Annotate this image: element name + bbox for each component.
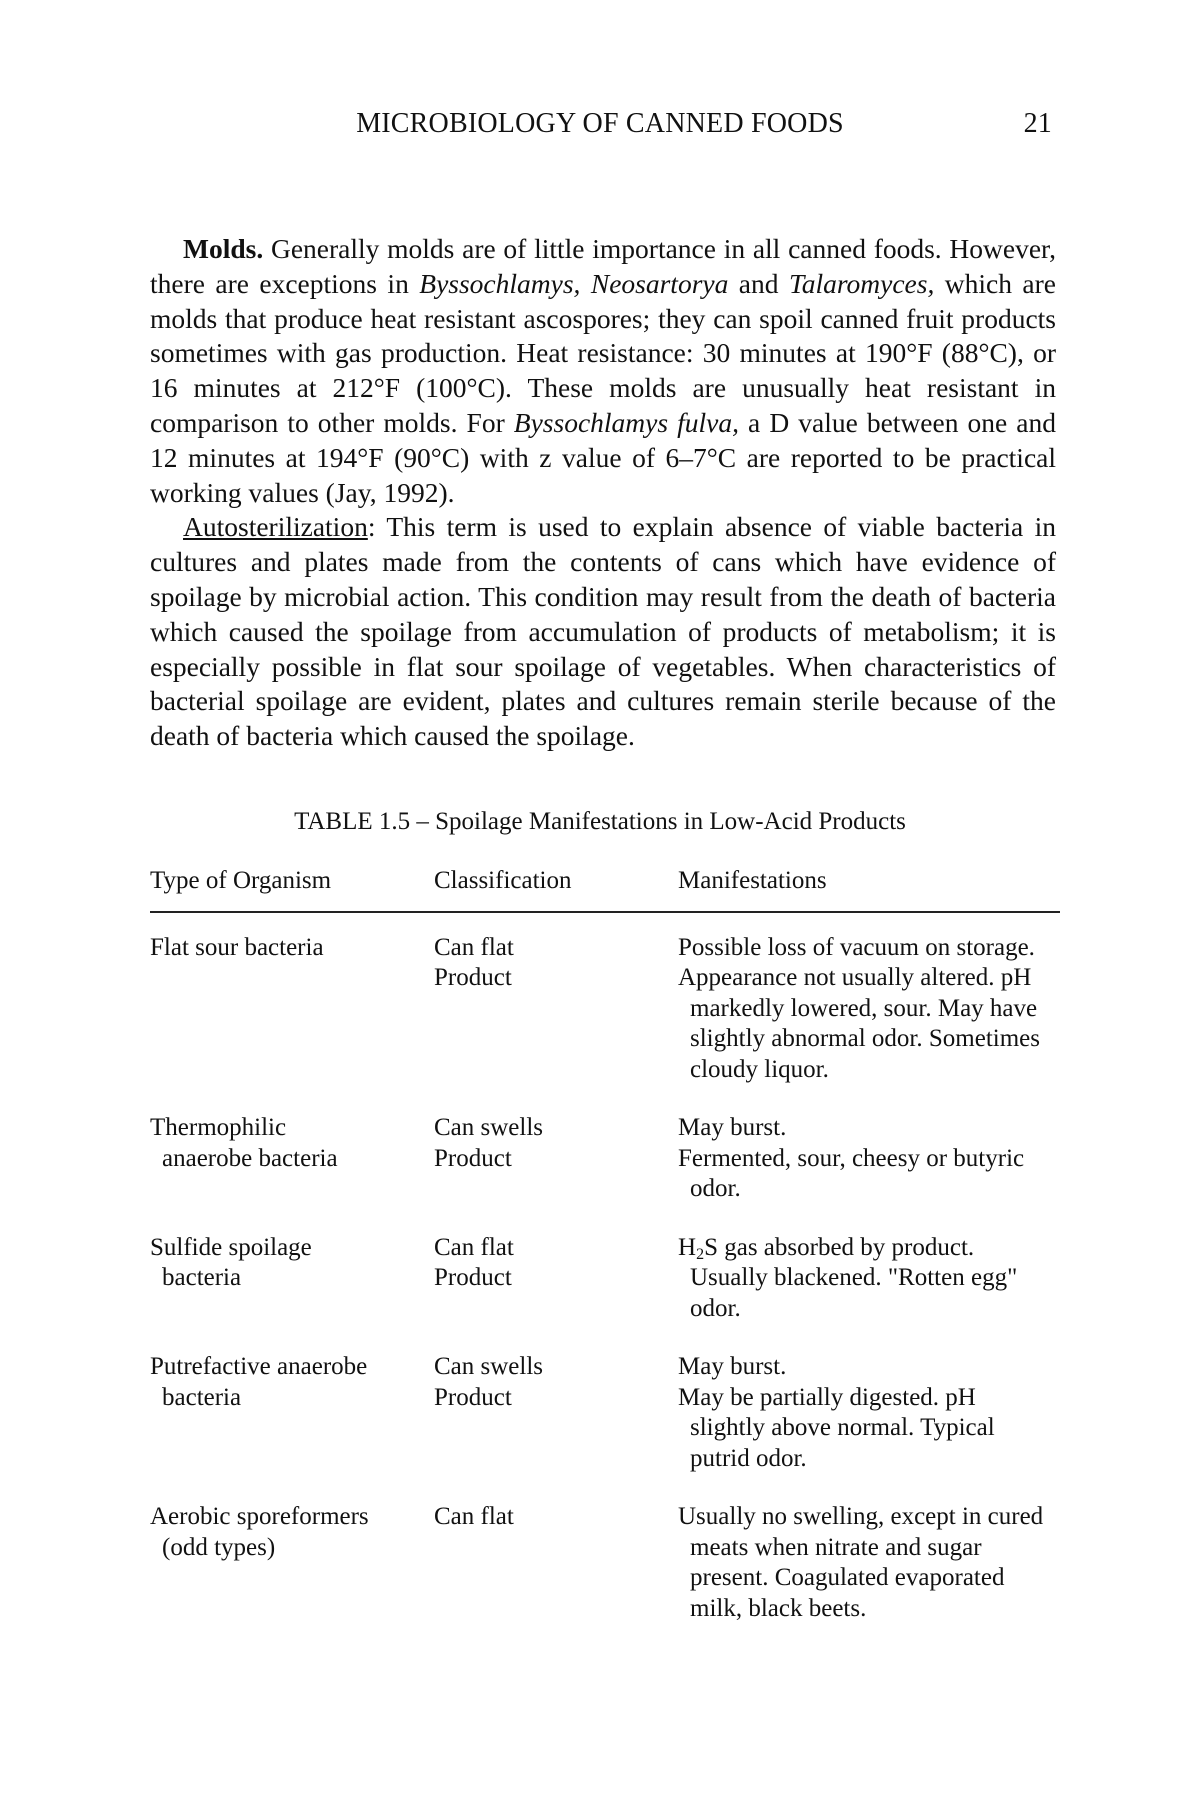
- column-header-organism: Type of Organism: [150, 866, 434, 912]
- manifestation-line: cloudy liquor.: [690, 1055, 829, 1083]
- molds-text-5: a D value between one and 12 minutes at 194°F (90°C) with z value of 6–7°C are reported to be practical working values (Jay, 1992).: [150, 406, 1056, 508]
- manifestations-cell: [678, 1113, 1060, 1233]
- organism-line: Putrefactive anaerobe: [150, 1353, 368, 1380]
- classification-line: Can flat: [434, 933, 514, 961]
- manifestation-line: May burst.: [678, 1353, 787, 1380]
- table-row: [150, 1502, 1060, 1652]
- manifestation-line: putrid odor.: [690, 1444, 807, 1472]
- table-row: [150, 1352, 1060, 1502]
- organism-line: Aerobic sporeformers: [150, 1503, 369, 1530]
- organism-line: bacteria: [162, 1264, 242, 1291]
- organism-line: bacteria: [162, 1383, 242, 1411]
- organism-cell: [150, 1502, 434, 1652]
- spoilage-table-container: [150, 866, 1060, 1652]
- manifestation-line: milk, black beets.: [690, 1594, 867, 1622]
- organism-line: Thermophilic: [150, 1114, 287, 1141]
- organism-line: Flat sour bacteria: [150, 933, 324, 961]
- organism-cell: [150, 1113, 434, 1233]
- h2s-subscript: 2: [696, 1245, 705, 1263]
- organism-line: Sulfide spoilage: [150, 1233, 312, 1261]
- genus-talaromyces: Talaromyces,: [788, 267, 935, 299]
- organism-cell: [150, 1352, 434, 1502]
- organism-line: (odd types): [162, 1533, 276, 1561]
- manifestation-line: slightly above normal. Typical: [690, 1414, 995, 1441]
- classification-cell: [434, 1502, 678, 1652]
- h2s-rest: S gas absorbed by product.: [704, 1233, 975, 1261]
- classification-cell: [434, 1233, 678, 1353]
- classification-line: Can swells: [434, 1114, 544, 1141]
- running-title: MICROBIOLOGY OF CANNED FOODS: [356, 108, 844, 139]
- species-byssochlamys-fulva: Byssochlamys fulva,: [513, 406, 739, 438]
- h2s-h: H: [678, 1233, 697, 1261]
- manifestation-line: present. Coagulated evaporated: [690, 1564, 1005, 1591]
- molds-text-2: [580, 268, 590, 299]
- manifestations-cell: [678, 1502, 1060, 1652]
- table-row: [150, 912, 1060, 1114]
- manifestation-line: Possible loss of vacuum on storage.: [678, 933, 1035, 961]
- manifestations-cell: [678, 912, 1060, 1114]
- manifestation-line: odor.: [690, 1175, 741, 1202]
- page-number: 21: [1023, 108, 1052, 139]
- running-header: [150, 108, 1050, 148]
- column-header-classification: Classification: [434, 866, 678, 912]
- classification-line: Product: [434, 1264, 512, 1291]
- classification-cell: [434, 912, 678, 1114]
- manifestations-cell: [678, 1233, 1060, 1353]
- column-header-manifestations: Manifestations: [678, 866, 1060, 912]
- organism-line: anaerobe bacteria: [162, 1144, 338, 1172]
- classification-line: Product: [434, 1383, 512, 1411]
- classification-cell: [434, 1352, 678, 1502]
- classification-line: Product: [434, 964, 512, 991]
- autosterilization-text: : This term is used to explain absence of viable bacteria in cultures and plates made from the contents of cans which have evidence of spoilage by microbial action. This condition may result from the death of bacteria which caused the spoilage from accumulation of products of metabolism; it is especially possible in flat sour spoilage of vegetables. When characteristics of bacterial spoilage are evident, plates and cultures remain sterile because of the death of bacteria which caused the spoilage.: [150, 511, 1056, 752]
- classification-line: Can flat: [434, 1503, 514, 1530]
- molds-text-1: Generally molds are of little importance in all canned foods. However, there are exceptions in: [150, 233, 1056, 299]
- manifestation-line: odor.: [690, 1294, 741, 1322]
- molds-text-3: and: [728, 267, 789, 299]
- manifestation-line: slightly abnormal odor. Sometimes: [690, 1025, 1040, 1052]
- manifestation-line: May burst.: [678, 1114, 787, 1141]
- organism-cell: [150, 912, 434, 1114]
- autosterilization-paragraph: [150, 510, 1056, 754]
- genus-byssochlamys: Byssochlamys,: [419, 267, 581, 299]
- manifestation-line: May be partially digested. pH: [678, 1383, 976, 1411]
- manifestation-line: meats when nitrate and sugar: [690, 1533, 982, 1561]
- spoilage-table: [150, 866, 1060, 1652]
- table-caption: TABLE 1.5 – Spoilage Manifestations in Low-Acid Products: [294, 808, 906, 835]
- manifestation-line: Usually blackened. "Rotten egg": [690, 1264, 1018, 1291]
- classification-line: Can flat: [434, 1233, 514, 1261]
- manifestation-line: Usually no swelling, except in cured: [678, 1503, 1044, 1530]
- classification-cell: [434, 1113, 678, 1233]
- manifestations-cell: [678, 1352, 1060, 1502]
- manifestation-line: markedly lowered, sour. May have: [690, 994, 1038, 1022]
- classification-line: Can swells: [434, 1353, 544, 1380]
- classification-line: Product: [434, 1144, 512, 1172]
- manifestation-line: Fermented, sour, cheesy or butyric: [678, 1144, 1025, 1172]
- molds-paragraph: [150, 232, 1056, 510]
- manifestation-line: Appearance not usually altered. pH: [678, 964, 1032, 991]
- manifestation-line-h2s: [678, 1233, 1060, 1264]
- molds-text-4: which are molds that produce heat resistant ascospores; they can spoil canned fruit products sometimes with gas production. Heat resistance: 30 minutes at 190°F (88°C), or 16 minutes at 212°F (100°C). These molds are unusually heat resistant in comparison to other molds. For: [150, 267, 1056, 438]
- genus-neosartorya: Neosartorya: [590, 267, 729, 299]
- table-row: [150, 1113, 1060, 1233]
- body-text: [150, 232, 1056, 754]
- table-row: [150, 1233, 1060, 1353]
- organism-cell: [150, 1233, 434, 1353]
- table-header-row: [150, 866, 1060, 912]
- autosterilization-term: Autosterilization: [183, 511, 368, 543]
- molds-heading: Molds.: [183, 233, 264, 264]
